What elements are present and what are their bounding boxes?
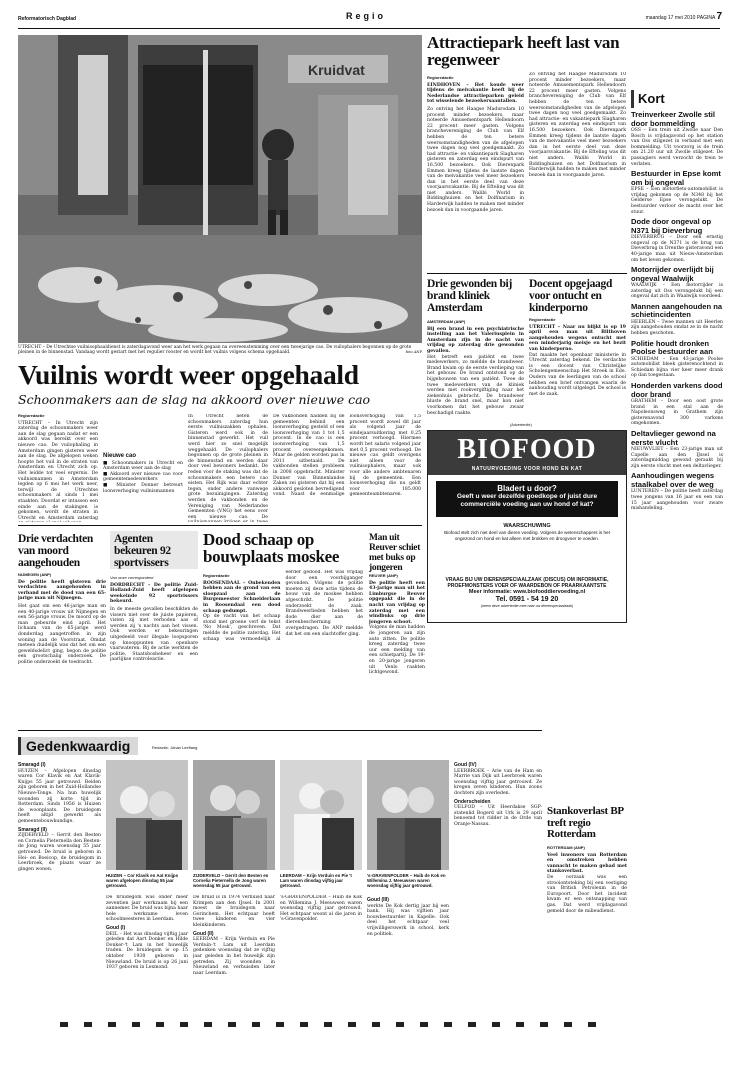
sheep-article: Regioredactie ROOSENDAAL – Onbekenden hebben aan de grond van een sloopzaal aan de Burgemeester Schneiderlaan in Roosendaal een dood schaap gedumpt. Op de vacht van het schaap stond met groene verf de tekst 'No Mosk', geschreven. Dat meldde de politie zaterdag. Het schaap was vermoedelijk al eerder gedood. Het was vrijdag door een voorbijganger gevonden. Volgens de politie moeten zij deze actie tijdens de bouw van de moskee hebben afgeschrikt. De politie onderzoekt de zaak. Brandweerlieden hebben het dode dier aan de dierenbescherming overgedragen. De ANP meldde dat het om een slachtoffer ging. bbox=[203, 570, 363, 642]
couple-portrait bbox=[280, 760, 362, 870]
gedenk-top-rule bbox=[18, 730, 542, 731]
reuver-headline: Man uit Reuver schiet met buks op jongeren bbox=[369, 533, 421, 573]
gedenk-col4: 's-GRAVENPOLDER – Huib de Kok en Willemina J. Meeuwsen waren woensdag vijftig jaar getrouwd. Het echtpaar woont al die jaren in 's-Gravenpolder. bbox=[280, 895, 362, 923]
photo-caption-4: 's-GRAVENPOLDER – Huib de Kok en Willemina J. Meeuwsen waren woensdag vijftig jaar getrouwd. bbox=[367, 873, 446, 889]
biofood-advertisement bbox=[427, 430, 627, 623]
info-box-title: Nieuwe cao bbox=[103, 453, 137, 459]
main-article-col4: De vakbonden hadden bij de gemeenten behind een loonsverhoging gesteld of een loonsverhoging van 1 tot 1,5 procent. In de cao is een loonsverhoging van 1,5 procent overeengekomen. Maar de gelden worden pas in 2011 uitbetaald. De vakbonden stellen probleem in 2008 opgebracht. Minister Donner van Binnenlandse Zaken zei gisteren dat hij een akkoord gesloten bevredigend vond. Naast de eenmalige loonsverhoging van 1,5 procent wordt zowel dit jaar als volgend jaar de eindejaarsuitkering met 0,25 procent verhoogd. Hiermee wordt het salaris volgend jaar met 0,5 procent verhoogd. De nieuwe cao geldt overigens niet alleen voor de vuilnisophalers, maar ook voor alle andere ambtenaren bij de gemeenten. Een loonsverhoging die nu geldt voor 185.000 gemeenteambtenaren. bbox=[273, 414, 421, 498]
info-box-item: ■ Minister Donner betreurt loonsverhoging vuilnismannen bbox=[103, 482, 183, 494]
main-photo bbox=[18, 35, 422, 343]
suspects-headline: Drie verdachten van moord aangehouden bbox=[18, 533, 94, 569]
teacher-article: Regioredactie UTRECHT – Naar nu blijkt is op 19 april een man uit Bilthoven aangehouden wegens ontucht met een minderjarig meisje en het bezit van kinderporno. Dat maakte het openbaar ministerie in Utrecht zaterdag bekend. De verdachte is een docent van Christelijke Scholengemeenschap Het Streek in Ede. Ouders van de leerlingen van de school hebben een brief ontvangen waarin de aanhouding wordt uitgelegd. De school is met de zaak. bbox=[529, 317, 626, 397]
stank-article: ROTTERDAM (ANP) Veel inwoners van Rotterdam en omstreken hebben vannacht te maken gehad met stankoverlast. De oorzaak was een strooiontsteking bij een vestiging van British Petroleum in de Europoort. Door het incident kwam er een ontsnapping van gas. Dat werd vrijdagavond gemeld door de milieudienst. bbox=[547, 845, 627, 914]
attraction-col2: Zo ontving het Haagse Madurodam 10 procent minder bezoekers, maar noteerde Amusementspark Hellendoorn 22 procent meer gasten. Volgens branchevereniging de Club van Elf hebben de ten betere weersomstandigheden van de afgelopen twee dagen nog veel goedgemaakt. Zo had attractie- en vakantiepark Slagharen gisteren en zaterdag een eindspurt van 16.500 bezoekers. Ook Dierenpark Emmen kreeg tijdens de laatste dagen van de meivakantie veel meer bezoekers dan in het eerste deel van deze voorjaarsvakantie. Bij de Efteling was dit niet anders. Walibi World in Biddinghuizen en het Dolfinarium in Harderwijk hadden te maken met minder bezoek dan in voorgaande jaren. bbox=[529, 72, 626, 178]
gedenk-col5: Goud (III) werkte De Kok dertig jaar bij een bank. Hij was vijftien jaar bouwbestuurder in Kapelle. Ook deel het echtpaar veel vrijwilligerswerk in school, kerk en politiek. bbox=[367, 897, 449, 937]
ad-tagline: NATUURVOEDING VOOR HOND EN KAT bbox=[471, 466, 583, 472]
photo-caption-1: HUIZEN – Cor Klavik en Aat Knijps waren afgelopen dinsdag 55 jaar getrouwd. bbox=[106, 873, 179, 889]
reuver-article: REUVER (ANP) De politie heeft een 43-jarige man uit het Limburgse Reuver opgepakt die in de nacht van vrijdag op zaterdag met een windbuks op drie jongeren schoot. Volgens de man hadden de jongeren aan zijn auto zitten. De politie kreeg zaterdag twee uur een melding van een schietpartij. De 19- en 20-jarige jongeren uit Venlo raakten lichtgewond. bbox=[369, 573, 425, 676]
attraction-rule bbox=[427, 273, 627, 274]
gedenk-col2: De bruidegom was onder meer zeventien jaar werkzaam bij een aannemer. De bruid was bijna haar hele werkzame leven schoolmeesteres in Leerdam. Goud (I) DEIL – Het was dinsdag vijftig jaar geleden dat Aart Donker en Hilde Donker-'t Lam in het huwelijk traden. De bruidegom is op 15 oktober 1938 geboren in Nieuwland. De bruid is op 26 juni 1937 geboren in Lexmond. bbox=[106, 895, 188, 971]
kort-item: Motorrijder overlijdt bij ongeval Waalwijk WAALWIJK – Een motorrijder is zaterdag uit Oss verongelukt bij een ongeval dat zich in Waalwijk voordeed. bbox=[631, 265, 723, 300]
gedenk-title: Gedenkwaardig bbox=[26, 738, 131, 754]
kort-item: Treinverkeer Zwolle stil door bommelding OSS – Een trein uit Zwolle naar Den Bosch is vrijdagavond op het station van Oss stilgezet in verband met een bommelding. Uit voorzorg is de trein om 21.20 uur uit Zwolle stilgezet. De passagiers werd verzocht de trein te verlaten. bbox=[631, 110, 723, 167]
photo-caption-3: LEERDAM – Krijn Verduin en Pie 't Lam waren dinsdag vijftig jaar getrouwd. bbox=[280, 873, 352, 889]
kort-item: Politie houdt dronken Poolse bestuurder aan SCHIEDAM – Een 43-jarige Poolse automobilist bleek gisterenochtend in Schiedam bijna vier keer meer drank op dan toegestaan. bbox=[631, 338, 723, 379]
couple-portrait bbox=[106, 760, 188, 870]
couple-portrait bbox=[193, 760, 275, 870]
main-article-col2 bbox=[103, 414, 183, 522]
kort-item: Deltavlieger gewond na eerste vlucht NIEUWVLIET – Een 23-jarige man uit Capelle aan den IJssel is zaterdagmiddag gewond geraakt bij zijn eerste vlucht met een deltavlieger. bbox=[631, 429, 723, 469]
couple-photo-3 bbox=[280, 760, 362, 870]
kort-item: Bestuurder in Epse komt om bij ongeval EPSE – Een motorfiets-automobilist is vrijdag gekomen op de N348 bij het Gelderse Epse verongelukt. De bestuurder verloor de macht over het stuur. bbox=[631, 169, 723, 215]
kort-item: Mannen aangehouden na schietincidenten HEERLEN – Twee mannen uit Heerlen zijn aangehouden omdat ze in de nacht hebben geschoten. bbox=[631, 301, 723, 337]
garbage-truck-photo bbox=[18, 35, 422, 343]
gedenk-col6: Goud (IV) LEERBROEK – Arie van de Ham en Marrie van Dijk uit Leerbroek waren woensdag vijftig jaar getrouwd. Ze kregen zeven kinderen. Hun zoons dochters zijn overleden. Onderscheiden UELFOD – Uit Heerdakse SGP-statenlid Bogerd uit Urk is 29 april benoemd tot ridder in de Orde van Oranje-Nassau. bbox=[454, 762, 542, 827]
couple-photo-4 bbox=[367, 760, 449, 870]
kort-item: Aanhoudingen wegens staalkabel over de weg LUNTEREN – De politie heeft zaterdag twee jongens van 16 jaar en een van 15 jaar aangehouden voor zware mishandeling. bbox=[631, 471, 723, 512]
kort-item: Dode door ongeval op N371 bij Dieverbrug DIEVERBRUG – Door een ernstig ongeval op de N371 is de brug van Dieverbrug in Drenthe gisteravond een 40-jarige man uit Nieuw-Amsterdam om het leven gekomen. bbox=[631, 217, 723, 263]
agents-article: Van onze correspondent DORDRECHT – De politie Zuid-Holland-Zuid heeft afgelopen weekeinde 92 sportvissers bekeurd. In de meeste gevallen beschikten de vissers niet over de juiste papieren, visten zij met verboden aas of werden zij 's nachts aan het vissen. Ook werden er bekeuringen uitgedeeld voor illegale loopsporen op knooppunten van openbare vaarwateren. Bij de actie werkten de politie, Staatsbosbeheer en een jaarlijkse controleactie. bbox=[110, 575, 198, 663]
newspaper-name: Reformatorisch Dagblad bbox=[18, 16, 77, 22]
fire-headline: Drie gewonden bij brand kliniek Amsterdam bbox=[427, 278, 512, 314]
gedenk-redactie: Redactie: Johan Leeflang bbox=[152, 745, 198, 750]
main-article-col3: In Utrecht lieten de schoonmakers zaterdag hun eerste vuilniszakken ophalen. Gisteren werd ook in de binnenstad gewerkt. Het vuil werd hier zo snel mogelijk weggehaald. De vuilophalers begonnen op de grote pleinen in de binnenstad en werden daar door veel bewoners bedankt. De reden voor de staking was dat de schoonmakers een betere cao eisten. Het Rijk was daar echter tegen, onder andere vanwege grote bezuinigingen. Zaterdag werden de vakbonden en de Vereniging van Nederlandse Gemeenten (VNG) het eens over een nieuwe cao. De bbox=[188, 414, 268, 520]
attraction-headline: Attractiepark heeft last van regenweer bbox=[427, 33, 620, 69]
ad-footer: VRAAG BIJ UW DIERENSPECIAALZAAK (DISCUS) OM INFORMATIE, PROEFMONSTERS VOER OF WAARDEBON OF PRAARKAANTSTE Meer informatie: www.biofooddiervoeding.nl Tel. 0591 - 54 19 20 (neem deze advertentie mee naar uw dierenspeciaalzaak) bbox=[445, 577, 609, 608]
issue-date: maandag 17 mei 2010 PAGINA 7 bbox=[645, 11, 722, 22]
gedenk-col3: De bruid is in 1974 verhuisd naar Krimpen aan den IJssel. In 2001 moest de bruidegom naar Gorinchem. Het echtpaar heeft twee kinderen en vier kleinkinderen. Goud (II) LEERDAM – Krijn Verduin en Pie Verduin-'t Lam uit Leerdam gedenken woensdag dat ze vijftig jaar geleden in het huwelijk zijn getreden. Zij woonden in Nieuwland en verhuisden later naar Leerdam. bbox=[193, 895, 275, 976]
stank-headline: Stankoverlast BP treft regio Rotterdam bbox=[547, 805, 624, 840]
teacher-headline: Docent opgejaagd voor ontucht en kinderporno bbox=[529, 278, 613, 314]
info-box-item: ■ Akkoord over nieuwe cao voor gemeentemedewerkers bbox=[103, 471, 183, 483]
info-box-item: ■ Schoonmakers in Utrecht en Amsterdam weer aan de slag bbox=[103, 460, 183, 472]
ad-warning: WAARSCHUWING Biofood stelt zich niet deel van dieren voeding. Volgens de wetenschappers is het ongezond om hond en kat alleen met brokken en droogvoer te voeden. bbox=[444, 523, 610, 541]
ad-label: (Advertentie) bbox=[510, 423, 532, 427]
kort-header bbox=[631, 90, 723, 108]
photo-credit: foto ANP bbox=[405, 350, 422, 355]
ad-question-box: Bladert u door? Geeft u weer dezelfde goedkope of juist dure commerciële voeding aan uw hond of kat? bbox=[436, 481, 618, 517]
kort-sidebar bbox=[631, 90, 723, 1002]
couple-portrait bbox=[367, 760, 449, 870]
couple-photo-1 bbox=[106, 760, 188, 870]
sheep-headline: Dood schaap op bouwplaats moskee bbox=[203, 530, 340, 566]
main-headline: Vuilnis wordt weer opgehaald bbox=[18, 359, 359, 390]
page-header bbox=[18, 11, 722, 26]
kort-item: Honderden varkens dood door brand GRATHEM – Door een oost grote brand in een stal aan de Napoleonsweg in Grathem zijn gisterenavond 300 varkens omgekomen. bbox=[631, 381, 723, 427]
suspects-article: NIJMEGEN (ANP) De politie heeft gisteren drie verdachten aangehouden in verband met de dood van een 65-jarige man uit Nijmegen. Het gaat om een 46-jarige man en een 40-jarige vrouw uit Nijmegen en een 56-jarige vrouw. De moord op de man gebeurde eind april. Het lichaam van de 65-jarige werd donderdag aangetroffen in zijn woning aan de Voorstraat. Omdat meteen duidelijk was dat het om een geweldsdelict ging, begon de politie een grootschalig onderzoek. De politie onderzoekt de toedracht. bbox=[18, 572, 106, 665]
main-subheadline: Schoonmakers aan de slag na akkoord over nieuwe cao bbox=[18, 392, 371, 407]
photo-caption: UTRECHT – De Utrechtse vuilnisophaaldienst is zaterdagavond weer aan het werk gegaan na overeenstemming over een tweejarige cao. De vuilophalers begonnen op de grote pleinen in de binnenstad. Vandaag wordt gestart met het regulier rooster en wordt het vuilnis volgens schema opgehaald. foto ANP bbox=[18, 345, 422, 356]
section-name: Regio bbox=[346, 11, 387, 21]
fire-article: AMSTERDAM (ANP) Bij een brand in een psychiatrische instelling aan het Valeriusplein in Amsterdam zijn in de nacht van vrijdag op zaterdag drie gewonden gevallen. Het betreft een patiënt en twee medewerkers, zo meldde de brandweer. Brand kwam op de eerste verdieping van het gebouw. De brand ontstond op de bijgebouwen van een patiënt. Twee de twee medewerkers van de kliniek werden met rookvergiftiging naar het ziekenhuis gebracht. De brandweer bluste de brand snel, maar kon niet voorkomen dat het gebouw zwaar beschadigd raakte. bbox=[427, 319, 524, 416]
agents-headline: Agenten bekeuren 92 sportvissers bbox=[114, 533, 171, 569]
main-bottom-rule bbox=[18, 525, 422, 526]
main-article-col1: Regioredactie UTRECHT – In Utrecht zijn zaterdag de schoonmakers weer aan de slag gegaan nadat er een akkoord was bereikt over een nieuwe cao. De vuilophaling in Amsterdam gingen gisteren weer aan de slag. De afgelopen weken hoopte het vuil in de straten van Amsterdam en Utrecht zich op. Het leidde tot veel ergernis. De vuilnismannen in Amsterdam legden op 6 mei het werk neer, terwijl de Utrechtse schoonmakers al sinds 1 mei staakten. Doordat er intussen een einde aan de stakingen is gekomen, wordt de straten in Utrecht en Amsterdam zaterdag bbox=[18, 413, 98, 521]
attraction-col1: Regioredactie EINDHOVEN – Het koude weer tijdens de meivakantie heeft bij de Nederlandse attractieparken geleid tot wisselende bezoekersaantallen. Zo ontving het Haagse Madurodam 10 procent minder bezoekers, maar noteerde Amusementspark Hellendoorn 22 procent meer gasten. Volgens branchevereniging de Club van Elf hebben de ten betere weersomstandigheden van de afgelopen twee dagen nog veel goedgemaakt. Zo had attractie- en vakantiepark Slagharen gisteren en zaterdag een eindspurt van 16.500 bezoekers. Ook Dierenpark Emmen kreeg tijdens de laatste dagen van de meivakantie veel meer bezoekers dan in het eerste deel van deze voorjaarsvakantie. Bij de Efteling was dit niet anders. Walibi World in Biddinghuizen en het Dolfinarium in Harderwijk hadden te maken met minder bezoek dan in voorgaande jaren. bbox=[427, 75, 524, 213]
photo-caption-2: ZIJDERVELD – Gerrit den Besten en Cornelia Pieternella de Jong waren woensdag 55 jaar getrouwd. bbox=[193, 873, 269, 889]
kort-title: Kort bbox=[638, 91, 665, 106]
ad-brand: BIOFOOD bbox=[457, 434, 597, 465]
svg-text:Kruidvat: Kruidvat bbox=[308, 62, 365, 78]
header-rule bbox=[18, 28, 720, 29]
gedenk-col1: Smaragd (I) HUIZEN – Afgelopen dinsdag waren Cor Klavik en Aat Klavik-Knijps 55 jaar getrouwd. Beiden zijn geboren in het Zuid-Hollandse Nieuwe-Tonge. Na hun huwelijk woonden zij korte tijd in Rotterdam. Sinds 1956 is Huizen de woonplaats. De bruidegom heeft altijd gewerkt als gemeentebouwkundige. Smaragd (II) ZIJDERVELD – Gerrit den Besten en Cornelia Pieternella den Besten-de Jong waren woensdag 55 jaar getrouwd. De bruid is geboren in Hei- en Boeicop, de bruidegom in Leerbroek, de plaats waar ze gingen wonen. bbox=[18, 762, 101, 872]
registration-marks bbox=[60, 1022, 680, 1030]
couple-photo-2 bbox=[193, 760, 275, 870]
